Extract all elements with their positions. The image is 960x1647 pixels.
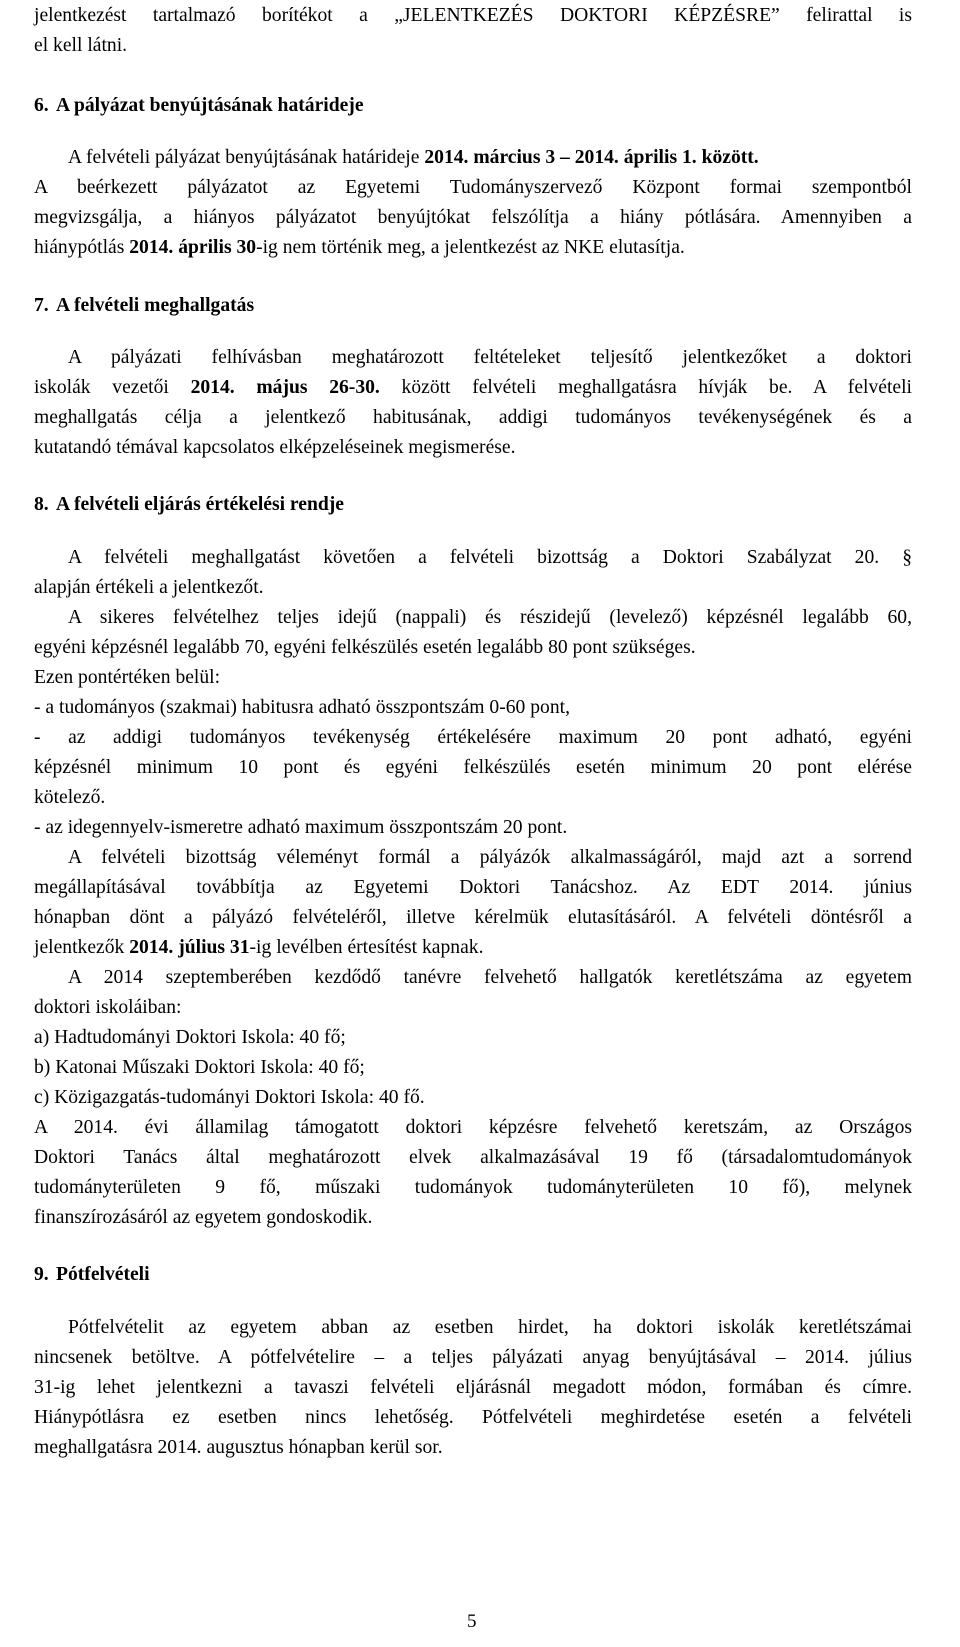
paragraph-line: megállapításával továbbítja az Egyetemi Doktori Tanácshoz. Az EDT 2014. június: [34, 877, 912, 898]
paragraph-line: finanszírozásáról az egyetem gondoskodik.: [34, 1207, 373, 1228]
text-run: iskolák vezetői: [34, 377, 191, 398]
paragraph-line: [34, 938, 483, 958]
paragraph-line: A pályázati felhívásban meghatározott feltételeket teljesítő jelentkezőket a doktori: [68, 347, 912, 368]
interview-date: 2014. május 26-30.: [190, 377, 380, 398]
text-run: -ig nem történik meg, a jelentkezést az NKE elutasítja.: [256, 237, 685, 258]
paragraph-line: meghallgatás célja a jelentkező habitusának, addigi tudományos tevékenységének és a: [34, 407, 912, 428]
paragraph-line: Ezen pontértéken belül:: [34, 667, 221, 688]
section-number: 7.: [34, 295, 49, 316]
paragraph-line: - a tudományos (szakmai) habitusra adható összpontszám 0-60 pont,: [34, 697, 570, 718]
paragraph-line: kötelező.: [34, 787, 106, 808]
paragraph-line: tudományterületen 9 fő, műszaki tudományok tudományterületen 10 fő), melynek: [34, 1177, 912, 1198]
text-run: között felvételi meghallgatásra hívják be. A felvételi: [379, 377, 912, 398]
paragraph-line: [34, 238, 685, 258]
notification-date: 2014. július 31: [129, 937, 250, 958]
paragraph-line: [34, 148, 759, 168]
section-number: 9.: [34, 1264, 49, 1285]
deadline-date: 2014. április 30: [129, 237, 257, 258]
paragraph-line: Pótfelvételit az egyetem abban az esetben hirdet, ha doktori iskolák keretlétszámai: [68, 1317, 912, 1338]
paragraph-line: megvizsgálja, a hiányos pályázatot benyújtókat felszólítja a hiány pótlására. Amennyiben a: [34, 207, 912, 228]
paragraph-line: A beérkezett pályázatot az Egyetemi Tudományszervező Központ formai szempontból: [34, 177, 912, 198]
paragraph-line: A sikeres felvételhez teljes idejű (nappali) és részidejű (levelező) képzésnél legalább 60,: [68, 607, 912, 628]
section-title: A felvételi meghallgatás: [56, 295, 255, 316]
paragraph-line: - az addigi tudományos tevékenység értékelésére maximum 20 pont adható, egyéni: [34, 727, 912, 748]
paragraph-line: A 2014. évi államilag támogatott doktori képzésre felvehető keretszám, az Országos: [34, 1117, 912, 1138]
section-number: 6.: [34, 95, 49, 116]
paragraph-line: hónapban dönt a pályázó felvételéről, illetve kérelmük elutasításáról. A felvételi döntésről a: [34, 907, 912, 928]
list-item: b) Katonai Műszaki Doktori Iskola: 40 fő;: [34, 1057, 365, 1078]
paragraph-line: 31-ig lehet jelentkezni a tavaszi felvételi eljárásnál megadott módon, formában és címre.: [34, 1377, 912, 1398]
section-number: 8.: [34, 494, 49, 515]
paragraph-line: nincsenek betöltve. A pótfelvételire – a teljes pályázati anyag benyújtásával – 2014. július: [34, 1347, 912, 1368]
paragraph-line: doktori iskoláiban:: [34, 997, 182, 1018]
section-title: A felvételi eljárás értékelési rendje: [56, 494, 344, 515]
text-run: -ig levélben értesítést kapnak.: [249, 937, 484, 958]
paragraph-line: jelentkezést tartalmazó borítékot a „JELENTKEZÉS DOKTORI KÉPZÉSRE” felirattal is: [34, 5, 912, 26]
text-run: A felvételi pályázat benyújtásának határideje: [68, 147, 425, 168]
paragraph-line: el kell látni.: [34, 35, 128, 56]
paragraph-line: kutatandó témával kapcsolatos elképzeléseinek megismerése.: [34, 437, 516, 458]
page-number: 5: [467, 1611, 477, 1632]
section-title: A pályázat benyújtásának határideje: [56, 95, 364, 116]
paragraph-line: A felvételi bizottság véleményt formál a pályázók alkalmasságáról, majd azt a sorrend: [68, 847, 912, 868]
paragraph-line: - az idegennyelv-ismeretre adható maximum összpontszám 20 pont.: [34, 817, 568, 838]
paragraph-line: képzésnél minimum 10 pont és egyéni felkészülés esetén minimum 20 pont elérése: [34, 757, 912, 778]
paragraph-line: meghallgatásra 2014. augusztus hónapban kerül sor.: [34, 1437, 443, 1458]
paragraph-line: A felvételi meghallgatást követően a felvételi bizottság a Doktori Szabályzat 20. §: [68, 547, 912, 568]
paragraph-line: A 2014 szeptemberében kezdődő tanévre felvehető hallgatók keretlétszáma az egyetem: [68, 967, 912, 988]
list-item: a) Hadtudományi Doktori Iskola: 40 fő;: [34, 1027, 346, 1048]
paragraph-line: Doktori Tanács által meghatározott elvek alkalmazásával 19 fő (társadalomtudományok: [34, 1147, 912, 1168]
paragraph-line: Hiánypótlásra ez esetben nincs lehetőség. Pótfelvételi meghirdetése esetén a felvételi: [34, 1407, 912, 1428]
section-title: Pótfelvételi: [56, 1264, 150, 1285]
text-run: jelentkezők: [34, 937, 130, 958]
paragraph-line: [34, 378, 912, 398]
paragraph-line: egyéni képzésnél legalább 70, egyéni felkészülés esetén legalább 80 pont szükséges.: [34, 637, 696, 658]
list-item: c) Közigazgatás-tudományi Doktori Iskola: 40 fő.: [34, 1087, 425, 1108]
paragraph-line: alapján értékeli a jelentkezőt.: [34, 577, 264, 598]
text-run: hiánypótlás: [34, 237, 130, 258]
date-range: 2014. március 3 – 2014. április 1. között.: [424, 147, 759, 168]
